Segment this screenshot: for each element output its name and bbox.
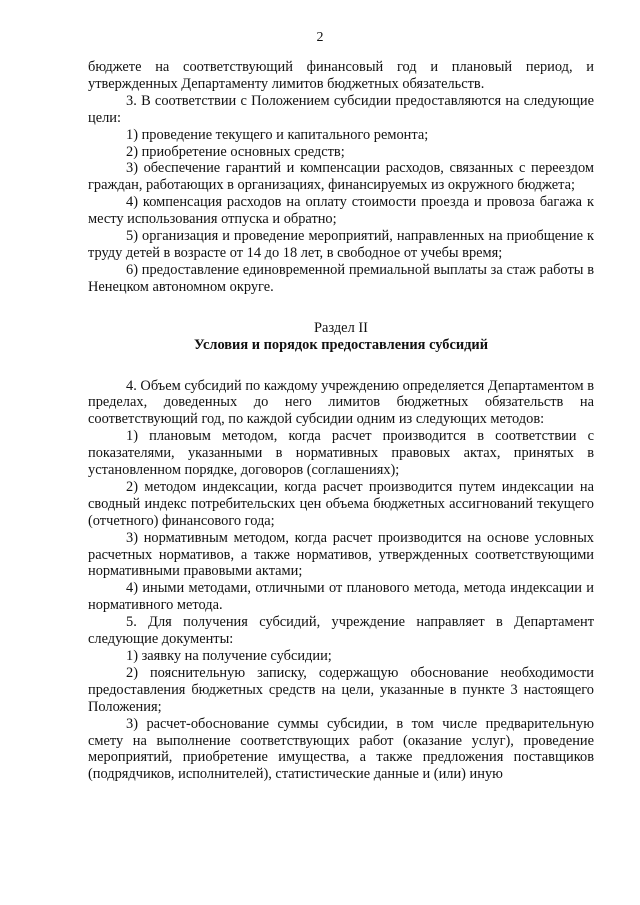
paragraph-4: 4. Объем субсидий по каждому учреждению определяется Департаментом в пределах, доведенных до него лимитов бюджетных обязательств на соответствующий год, по каждой субсидии одним из следующих методов: bbox=[88, 377, 594, 428]
section-heading: Раздел II bbox=[314, 319, 368, 336]
spacer bbox=[88, 296, 594, 320]
section-title: Условия и порядок предоставления субсидий bbox=[193, 336, 489, 353]
method-item: 4) иными методами, отличными от планового метода, метода индексации и нормативного метода. bbox=[88, 580, 594, 614]
goal-item: 4) компенсация расходов на оплату стоимости проезда и провоза багажа к месту использования отпуска и обратно; bbox=[88, 194, 594, 228]
document-item: 1) заявку на получение субсидии; bbox=[126, 648, 332, 664]
goal-item: 5) организация и проведение мероприятий, направленных на приобщение к труду детей в возрасте от 14 до 18 лет, в свободное от учебы время; bbox=[88, 228, 594, 261]
document-body bbox=[88, 59, 594, 783]
method-item: 2) методом индексации, когда расчет производится путем индексации на сводный индекс потребительских цен объема бюджетных ассигнований текущего (отчетного) финансового года; bbox=[88, 478, 594, 529]
method-item: 3) нормативным методом, когда расчет производится на основе условных расчетных нормативов, а также нормативов, утвержденных соответствующими нормативными правовыми актами; bbox=[88, 529, 594, 580]
paragraph-3: 3. В соответствии с Положением субсидии предоставляются на следующие цели: bbox=[88, 92, 594, 126]
spacer bbox=[88, 354, 594, 378]
goal-item: 1) проведение текущего и капитального ремонта; bbox=[126, 126, 429, 143]
goal-item: 3) обеспечение гарантий и компенсации расходов, связанных с переездом граждан, работающих в организациях, финансируемых из окружного бюджета; bbox=[88, 160, 594, 194]
method-item: 1) плановым методом, когда расчет производится в соответствии с показателями, указанными в нормативных правовых актах, принятых в установленном порядке, договоров (соглашениях); bbox=[88, 428, 594, 479]
goal-item: 2) приобретение основных средств; bbox=[126, 143, 345, 160]
document-item: 2) пояснительную записку, содержащую обоснование необходимости предоставления бюджетных средств на цели, указанные в пункте 3 настоящего Положения; bbox=[88, 664, 594, 715]
page-number: 2 bbox=[316, 30, 324, 45]
paragraph-5: 5. Для получения субсидий, учреждение направляет в Департамент следующие документы: bbox=[88, 614, 594, 648]
continuation-paragraph: бюджете на соответствующий финансовый год и плановый период, и утвержденных Департаменту лимитов бюджетных обязательств. bbox=[88, 59, 594, 92]
document-item: 3) расчет-обоснование суммы субсидии, в том числе предварительную смету на выполнение соответствующих работ (оказание услуг), проведение мероприятий, приобретение имущества, а также предложения поставщиков (подрядчиков, исполнителей), статистические данные и (или) иную bbox=[88, 715, 594, 783]
goal-item: 6) предоставление единовременной премиальной выплаты за стаж работы в Ненецком автономном округе. bbox=[88, 261, 594, 295]
